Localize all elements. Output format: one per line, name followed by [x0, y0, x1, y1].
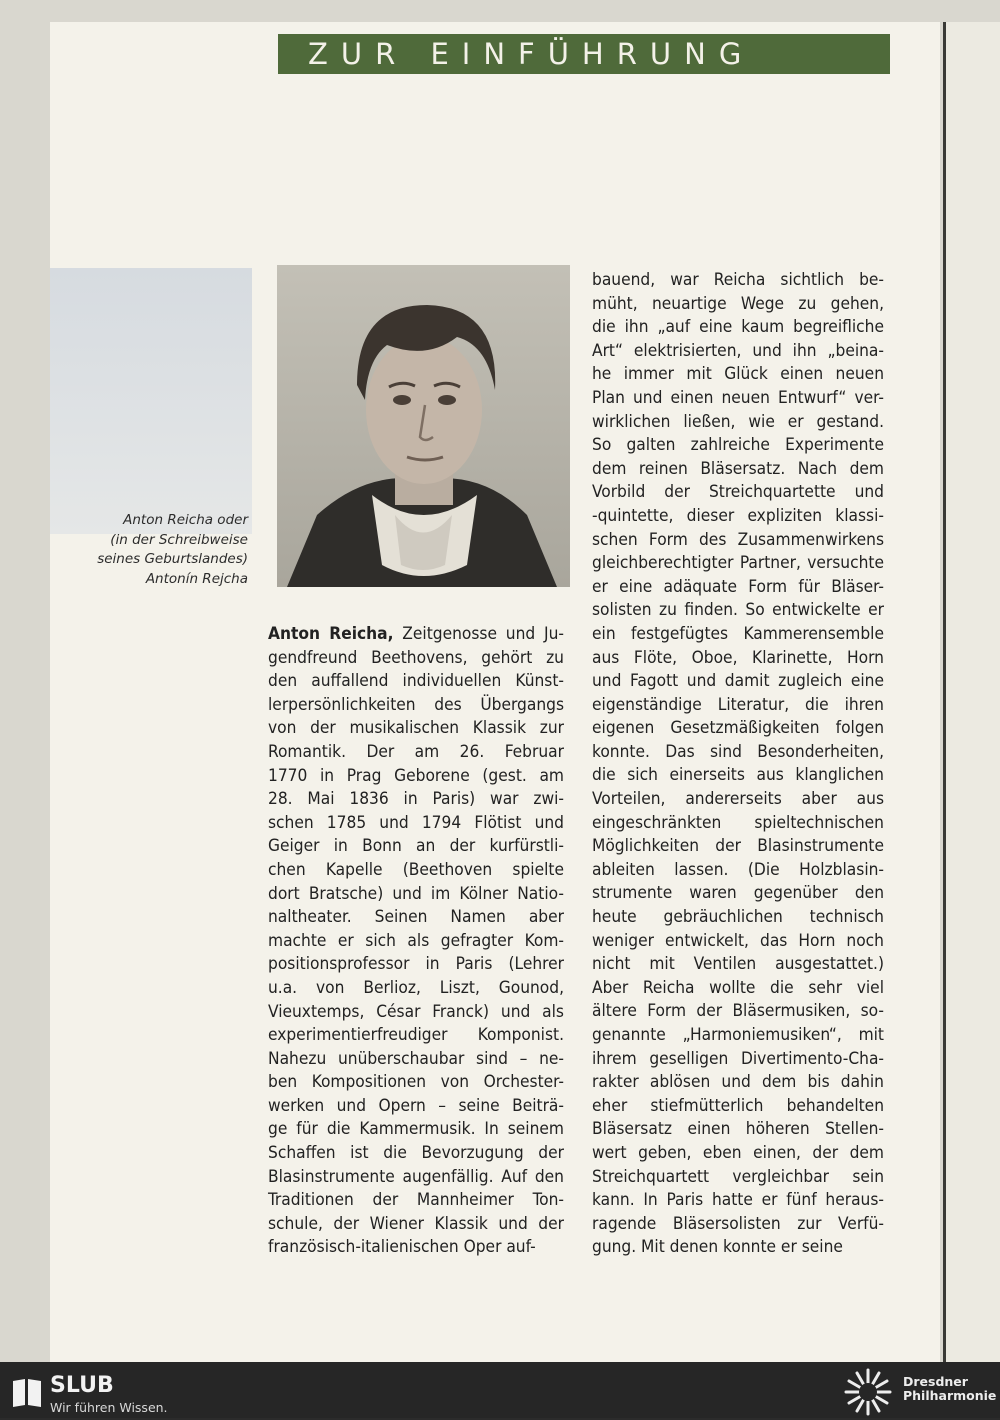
text-line: und Fagott und damit zugleich eine	[592, 671, 884, 692]
text-line: ältere Form der Bläsermusiken, so-	[592, 1001, 884, 1022]
text-line: von der musikalischen Klassik zur	[268, 718, 564, 739]
text-line: nicht mit Ventilen ausgestattet.)	[592, 954, 884, 975]
philharmonie-sun-icon	[838, 1368, 898, 1420]
bold-lead: Anton Reicha,	[268, 624, 394, 644]
text-line: 1770 in Prag Geborene (gest. am	[268, 765, 564, 786]
slub-tagline: Wir führen Wissen.	[50, 1400, 168, 1415]
text-line: Vorbild der Streichquartette und	[592, 482, 884, 503]
caption-line: seines Geburtslandes)	[97, 551, 248, 567]
text-line: wert geben, eben einen, der dem	[592, 1142, 884, 1163]
text-line: die ihn „auf eine kaum begreifliche	[592, 317, 884, 338]
text-line: Vorteilen, andererseits aber aus	[592, 789, 884, 810]
text-line: chen Kapelle (Beethoven spielte	[268, 859, 564, 880]
slub-logo-text: SLUB	[50, 1373, 114, 1398]
text-line: werken und Opern – seine Beiträ-	[268, 1095, 564, 1116]
text-line: kann. In Paris hatte er fünf heraus-	[592, 1190, 884, 1211]
text-line: eigenen Gesetzmäßigkeiten folgen	[592, 718, 884, 739]
text-line: lerpersönlichkeiten des Übergangs	[268, 694, 564, 715]
text-line: he immer mit Glück einen neuen	[592, 364, 884, 385]
text-line: die sich einerseits aus klanglichen	[592, 765, 884, 786]
text-line: wirklichen ließen, wie er gestand.	[592, 411, 884, 432]
text-line: Plan und einen neuen Entwurf“ ver-	[592, 387, 884, 408]
text-line: 28. Mai 1836 in Paris) war zwi-	[268, 789, 564, 810]
faded-background-image	[50, 268, 252, 534]
text-line: gleichberechtigter Partner, versuchte	[592, 553, 884, 574]
section-header: ZUR EINFÜHRUNG	[278, 34, 890, 74]
caption-line: Anton Reicha oder	[123, 512, 248, 528]
text-line: heute gebräuchlichen technisch	[592, 907, 884, 928]
text-line: ge für die Kammermusik. In seinem	[268, 1119, 564, 1140]
text-line: So galten zahlreiche Experimente	[592, 435, 884, 456]
text-line: gendfreund Beethovens, gehört zu	[268, 647, 564, 668]
text-line: Traditionen der Mannheimer Ton-	[268, 1190, 564, 1211]
text-line: experimentierfreudiger Komponist.	[268, 1025, 564, 1046]
text-line: er eine adäquate Form für Bläser-	[592, 576, 884, 597]
text-line: ihrem geselligen Divertimento-Cha-	[592, 1048, 884, 1069]
text-line: dem reinen Bläsersatz. Nach dem	[592, 458, 884, 479]
slub-book-icon	[10, 1375, 44, 1413]
text-line: Vieuxtemps, César Franck) und als	[268, 1001, 564, 1022]
text-line: Art“ elektrisierten, und ihn „beina-	[592, 340, 884, 361]
portrait-image	[277, 265, 570, 587]
philharmonie-line1: Dresdner	[903, 1374, 968, 1389]
text-line: strumente waren gegenüber den	[592, 883, 884, 904]
text-line: machte er sich als gefragter Kom-	[268, 930, 564, 951]
text-column-left	[268, 623, 564, 1260]
text-line: schule, der Wiener Klassik und der	[268, 1213, 564, 1234]
text-line: ein festgefügtes Kammerensemble	[592, 623, 884, 644]
text-line: gung. Mit denen konnte er seine	[592, 1237, 843, 1258]
text-line: Nahezu unüberschaubar sind – ne-	[268, 1048, 564, 1069]
text-line: Geiger in Bonn an der kurfürstli-	[268, 836, 564, 857]
text-fragment: Zeitgenosse und Ju-	[393, 624, 564, 644]
text-line: dort Bratsche) und im Kölner Natio-	[268, 883, 564, 904]
text-line: eigenständige Literatur, die ihren	[592, 694, 884, 715]
image-caption	[90, 511, 248, 589]
facing-page-edge	[943, 22, 1000, 1362]
text-line: solisten zu finden. So entwickelte er	[592, 600, 884, 621]
text-line: bauend, war Reicha sichtlich be-	[592, 270, 884, 290]
text-line: naltheater. Seinen Namen aber	[268, 907, 564, 928]
text-line: Romantik. Der am 26. Februar	[268, 741, 564, 762]
text-line: rakter ablösen und dem bis dahin	[592, 1072, 884, 1093]
text-line: Möglichkeiten der Blasinstrumente	[592, 836, 884, 857]
text-line: den auffallend individuellen Künst-	[268, 671, 564, 692]
philharmonie-logo-text	[903, 1375, 996, 1403]
text-line: aus Flöte, Oboe, Klarinette, Horn	[592, 647, 884, 668]
text-line	[268, 623, 564, 647]
text-line: ableiten lassen. (Die Holzblasin-	[592, 859, 884, 880]
text-line: Bläsersatz einen höheren Stellen-	[592, 1119, 884, 1140]
text-line: Schaffen ist die Bevorzugung der	[268, 1143, 564, 1164]
caption-line: (in der Schreibweise	[110, 531, 248, 548]
text-line: ragende Bläsersolisten zur Verfü-	[592, 1213, 884, 1234]
caption-line: Antonín Rejcha	[145, 570, 248, 587]
text-line: Aber Reicha wollte die sehr viel	[592, 977, 884, 998]
text-line: schen Form des Zusammenwirkens	[592, 529, 884, 550]
text-line: Blasinstrumente augenfällig. Auf den	[268, 1166, 564, 1187]
text-line: weniger entwickelt, das Horn noch	[592, 930, 884, 951]
text-line: genannte „Harmoniemusiken“, mit	[592, 1025, 884, 1045]
text-line: konnte. Das sind Besonderheiten,	[592, 741, 884, 762]
philharmonie-line2: Philharmonie	[903, 1388, 997, 1403]
text-line: schen 1785 und 1794 Flötist und	[268, 812, 564, 833]
text-column-right	[592, 269, 884, 1260]
text-line: eher stiefmütterlich behandelten	[592, 1095, 884, 1116]
text-line: französisch-italienischen Oper auf-	[268, 1237, 536, 1258]
text-line: ben Kompositionen von Orchester-	[268, 1072, 564, 1093]
text-line: u.a. von Berlioz, Liszt, Gounod,	[268, 977, 564, 998]
text-line: positionsprofessor in Paris (Lehrer	[268, 954, 564, 975]
text-line: eingeschränkten spieltechnischen	[592, 812, 884, 833]
text-line: müht, neuartige Wege zu gehen,	[592, 293, 884, 314]
text-line: Streichquartett vergleichbar sein	[592, 1166, 884, 1187]
text-line: -quintette, dieser expliziten klassi-	[592, 505, 884, 526]
